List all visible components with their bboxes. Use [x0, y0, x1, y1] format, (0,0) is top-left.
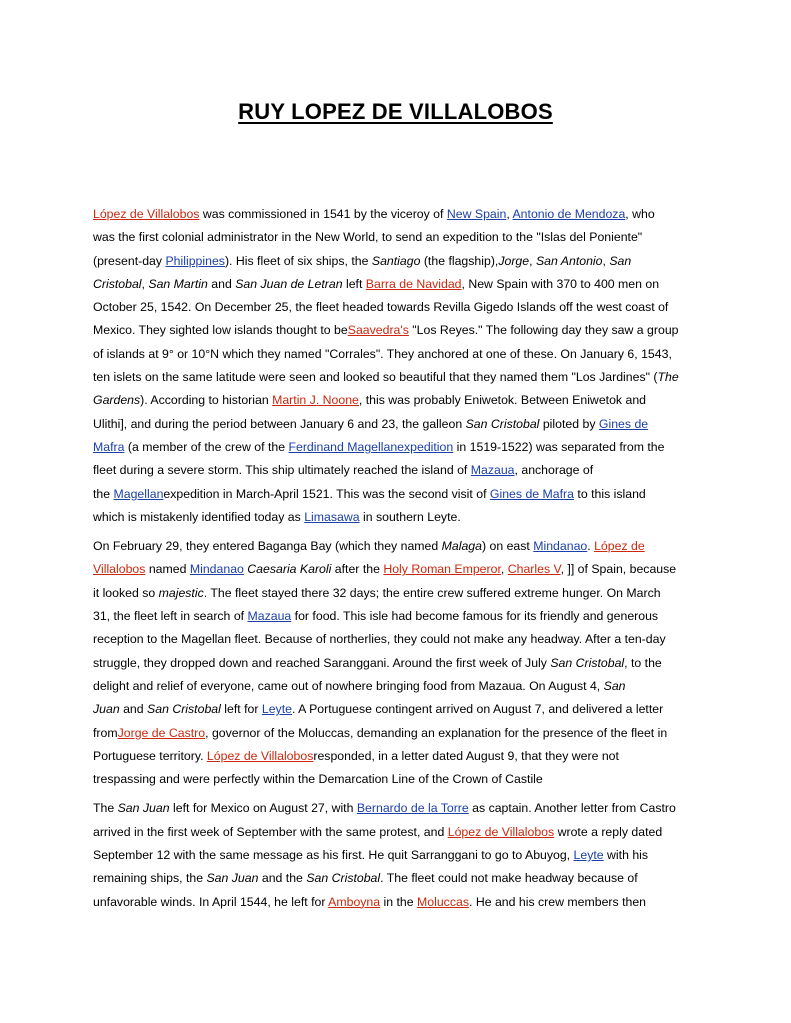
hyperlink[interactable]: Limasawa — [304, 509, 360, 524]
text-run: the — [93, 486, 114, 501]
italic-text: San — [609, 253, 632, 268]
text-run: for food. This isle had become famous for its friendly and generous — [291, 609, 659, 624]
text-line — [93, 652, 705, 675]
text-run: , — [529, 253, 536, 268]
text-run: it looked so — [93, 585, 159, 600]
text-run: October 25, 1542. On December 25, the fleet headed towards Revilla Gigedo Islands off the west coast of — [93, 300, 669, 315]
hyperlink[interactable]: New Spain — [446, 207, 507, 221]
italic-text: San Cristobal — [465, 416, 540, 431]
text-run: wrote a reply dated — [554, 824, 663, 839]
text-run: . A Portuguese contingent arrived on August 7, and delivered a letter — [291, 702, 664, 717]
text-run: September 12 with the same message as his first. He quit Sarranggani to go to Abuyog, — [93, 848, 574, 863]
text-line — [93, 226, 705, 249]
hyperlink[interactable]: Magellan — [113, 486, 164, 501]
text-run: . The fleet stayed there 32 days; the entire crew suffered extreme hunger. On March — [203, 585, 661, 600]
italic-text: San Cristobal — [147, 702, 221, 717]
text-line — [93, 459, 705, 482]
text-line — [93, 203, 705, 226]
hyperlink[interactable]: Ferdinand Magellanexpedition — [288, 439, 454, 454]
text-line — [93, 722, 705, 745]
text-run: was the first colonial administrator in the New World, to send an expedition to the "Islas del Poniente" — [93, 230, 643, 245]
text-line — [93, 844, 705, 867]
text-line — [93, 745, 705, 768]
text-run: , — [141, 276, 149, 291]
paragraph-1 — [93, 203, 705, 529]
hyperlink[interactable]: Charles V — [507, 562, 561, 577]
text-run: remaining ships, the — [93, 871, 207, 886]
text-line — [93, 273, 705, 296]
text-run: in 1519-1522) was separated from the — [453, 439, 665, 454]
text-line — [93, 628, 705, 651]
paragraph-3 — [93, 797, 705, 913]
text-line — [93, 675, 705, 698]
text-run: On February 29, they entered Baganga Bay (which they named — [93, 539, 442, 554]
hyperlink[interactable]: López de Villalobos — [447, 824, 555, 839]
text-run: Ulithi], and during the period between January 6 and 23, the galleon — [93, 416, 466, 431]
hyperlink[interactable]: Amboyna — [328, 894, 381, 909]
hyperlink[interactable]: López de — [594, 539, 645, 554]
hyperlink[interactable]: Barra de Navidad — [365, 276, 462, 291]
article-body — [93, 203, 705, 920]
italic-text: San Juan — [206, 871, 259, 886]
text-line — [93, 698, 705, 721]
text-run: and — [119, 702, 148, 717]
text-run: , who — [625, 207, 655, 221]
hyperlink[interactable]: Holy Roman Emperor — [383, 562, 501, 577]
text-run: . He and his crew members then — [468, 894, 646, 909]
text-run: expedition in March-April 1521. This was the second visit of — [163, 486, 490, 501]
hyperlink[interactable]: Saavedra's — [347, 323, 409, 338]
text-run: left for Mexico on August 27, with — [169, 801, 357, 816]
text-run: struggle, they dropped down and reached Saranggani. Around the first week of July — [93, 655, 551, 670]
text-run: ) on east — [481, 539, 534, 554]
italic-text: Jorge — [498, 253, 530, 268]
hyperlink[interactable]: Mafra — [93, 439, 125, 454]
text-line — [93, 319, 705, 342]
italic-text: Malaga — [441, 539, 482, 554]
text-run: and — [207, 276, 236, 291]
text-run: reception to the Magellan fleet. Because of northerlies, they could not make any headway. After a ten-day — [93, 632, 666, 647]
text-run: fleet during a severe storm. This ship ultimately reached the island of — [93, 463, 471, 478]
text-run: , anchorage of — [514, 463, 594, 478]
hyperlink[interactable]: Leyte — [261, 702, 292, 717]
text-line — [93, 250, 705, 273]
hyperlink[interactable]: Leyte — [573, 848, 604, 863]
hyperlink[interactable]: Antonio de Mendoza — [512, 207, 626, 221]
text-run: to this island — [574, 486, 646, 501]
hyperlink[interactable]: Bernardo de la Torre — [356, 801, 469, 816]
text-run: "Los Reyes." The following day they saw a group — [408, 323, 679, 338]
text-line — [93, 605, 705, 628]
text-line — [93, 558, 705, 581]
text-line — [93, 389, 705, 412]
text-line — [93, 797, 705, 820]
text-run: , this was probably Eniwetok. Between Eniwetok and — [358, 393, 646, 408]
hyperlink[interactable]: Mazaua — [247, 609, 292, 624]
text-run: responded, in a letter dated August 9, that they were not — [313, 748, 619, 763]
text-line — [93, 891, 705, 914]
text-line — [93, 821, 705, 844]
text-run: named — [145, 562, 190, 577]
text-run: left for — [220, 702, 262, 717]
hyperlink[interactable]: Mindanao — [189, 562, 244, 577]
hyperlink[interactable]: López de Villalobos — [206, 748, 314, 763]
text-run: left — [342, 276, 366, 291]
text-line — [93, 768, 705, 791]
text-run: trespassing and were perfectly within the Demarcation Line of the Crown of Castile — [93, 772, 543, 787]
text-run: (a member of the crew of the — [124, 439, 289, 454]
italic-text: The — [657, 370, 679, 385]
text-line — [93, 867, 705, 890]
italic-text: majestic — [158, 585, 204, 600]
text-run: unfavorable winds. In April 1544, he left for — [93, 894, 329, 909]
italic-text: Caesaria Karoli — [247, 562, 332, 577]
text-run: . The fleet could not make headway because of — [380, 871, 638, 886]
text-run: , New Spain with 370 to 400 men on — [461, 276, 660, 291]
italic-text: San Cristobal — [306, 871, 381, 886]
text-line — [93, 506, 705, 529]
text-line — [93, 343, 705, 366]
italic-text: Santiago — [371, 253, 421, 268]
page-title: RUY LOPEZ DE VILLALOBOS — [238, 99, 553, 124]
text-run: (the flagship), — [420, 253, 499, 268]
text-run: , — [506, 207, 513, 221]
text-run: (present-day — [93, 253, 166, 268]
italic-text: San Martin — [148, 276, 208, 291]
text-line — [93, 436, 705, 459]
text-run: , — [602, 253, 610, 268]
italic-text: Cristobal — [93, 276, 142, 291]
italic-text: San Juan de Letran — [235, 276, 343, 291]
text-run: of islands at 9° or 10°N which they named "Corrales". They anchored at one of these. On January 6, 1543, — [93, 346, 672, 361]
text-run: Mexico. They sighted low islands thought to be — [93, 323, 348, 338]
text-run: in the — [380, 894, 418, 909]
italic-text: Gardens — [93, 393, 141, 408]
hyperlink[interactable]: Moluccas — [417, 894, 469, 909]
hyperlink[interactable]: Philippines — [165, 253, 225, 268]
text-run: ). According to historian — [140, 393, 273, 408]
italic-text: San — [603, 678, 626, 693]
italic-text: Juan — [93, 702, 120, 717]
text-run: and the — [258, 871, 307, 886]
text-run: ). His fleet of six ships, the — [224, 253, 372, 268]
text-run: after the — [331, 562, 384, 577]
hyperlink[interactable]: Villalobos — [93, 562, 146, 577]
text-run: as captain. Another letter from Castro — [468, 801, 676, 816]
text-run: The — [93, 801, 118, 816]
text-run: which is mistakenly identified today as — [93, 509, 305, 524]
hyperlink[interactable]: Martin J. Noone — [272, 393, 359, 408]
text-run: , — [500, 562, 508, 577]
text-run: was commissioned in 1541 by the viceroy of — [199, 207, 447, 221]
text-run: with his — [603, 848, 649, 863]
paragraph-2 — [93, 535, 705, 791]
text-run: in southern Leyte. — [359, 509, 461, 524]
text-run: , to the — [624, 655, 662, 670]
italic-text: San Juan — [117, 801, 170, 816]
text-run: , ]] of Spain, because — [560, 562, 677, 577]
text-run: 31, the fleet left in search of — [93, 609, 248, 624]
text-run: . — [587, 539, 595, 554]
text-run: from — [93, 725, 118, 740]
text-run: Portuguese territory. — [93, 748, 207, 763]
text-line — [93, 535, 705, 558]
hyperlink[interactable]: Gines de Mafra — [489, 486, 574, 501]
hyperlink[interactable]: López de Villalobos — [93, 207, 200, 221]
hyperlink[interactable]: Mindanao — [533, 539, 588, 554]
text-line — [93, 582, 705, 605]
text-line — [93, 296, 705, 319]
italic-text: San Cristobal — [550, 655, 625, 670]
text-run: piloted by — [539, 416, 599, 431]
text-run: delight and relief of everyone, came out of nowhere bringing food from Mazaua. On August 4, — [93, 678, 604, 693]
hyperlink[interactable]: Mazaua — [470, 463, 515, 478]
italic-text: San Antonio — [535, 253, 603, 268]
text-run: ten islets on the same latitude were seen and looked so beautiful that they named them "Los Jardines" ( — [93, 370, 658, 385]
hyperlink[interactable]: Gines de — [598, 416, 649, 431]
text-run: , governor of the Moluccas, demanding an explanation for the presence of the fleet in — [205, 725, 668, 740]
text-line — [93, 366, 705, 389]
text-run: arrived in the first week of September with the same protest, and — [93, 824, 448, 839]
text-line — [93, 413, 705, 436]
hyperlink[interactable]: Jorge de Castro — [117, 725, 206, 740]
text-line — [93, 483, 705, 506]
